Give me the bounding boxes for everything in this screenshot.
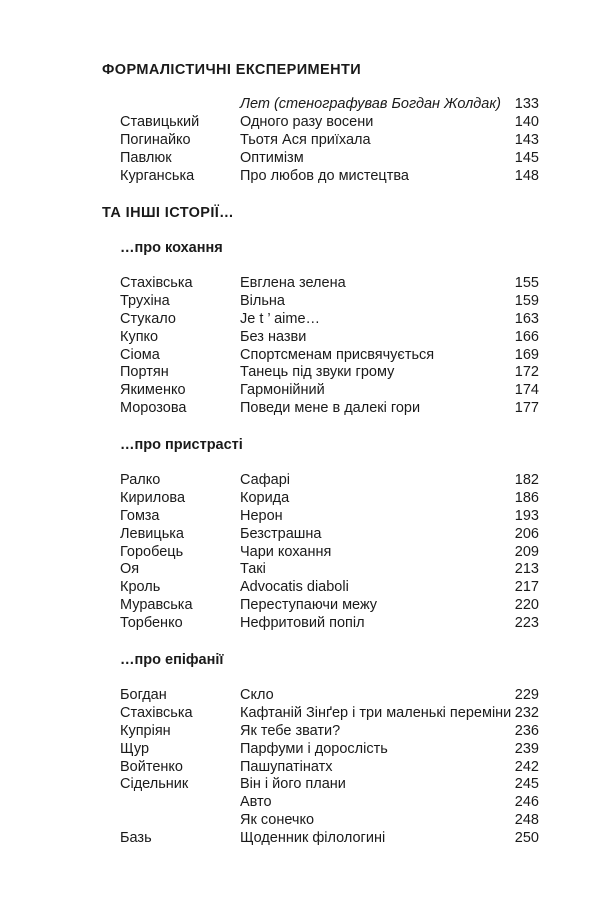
- toc-author: Сіома: [120, 346, 160, 363]
- section-heading-formalist: ФОРМАЛІСТИЧНІ ЕКСПЕРИМЕНТИ: [102, 62, 362, 78]
- toc-entry: [0, 776, 600, 794]
- toc-entry: [0, 132, 600, 150]
- toc-author: Кирилова: [120, 489, 186, 506]
- toc-author: Курганська: [120, 167, 195, 184]
- toc-title: Тьотя Ася приїхала: [240, 131, 371, 148]
- toc-entry: [0, 687, 600, 705]
- toc-page-number: 248: [514, 812, 539, 829]
- toc-title: Корида: [240, 489, 290, 506]
- toc-page-number: 174: [514, 382, 539, 399]
- toc-entry: [0, 544, 600, 562]
- toc-author: Войтенко: [120, 758, 183, 775]
- toc-page-number: 209: [514, 543, 539, 560]
- toc-entry: [0, 526, 600, 544]
- toc-page-number: 166: [514, 328, 539, 345]
- toc-title: Авто: [240, 794, 272, 811]
- toc-title: Чари кохання: [240, 543, 332, 560]
- toc-page-number: 232: [514, 704, 539, 721]
- toc-page-number: 155: [514, 275, 539, 291]
- toc-entry: [0, 329, 600, 347]
- toc-title: Нефритовий попіл: [240, 615, 365, 632]
- toc-entry: [0, 812, 600, 830]
- section-heading-other-stories: ТА ІНШІ ІСТОРІЇ…: [102, 205, 235, 221]
- toc-page-number: 169: [514, 346, 539, 363]
- toc-page-number: 206: [514, 525, 539, 542]
- toc-title: Вільна: [240, 292, 285, 309]
- toc-author: Стукало: [120, 310, 176, 327]
- toc-title: Парфуми і дорослість: [240, 740, 388, 757]
- toc-entry: [0, 794, 600, 812]
- toc-author: Павлюк: [120, 149, 172, 166]
- toc-page-number: 177: [514, 400, 539, 417]
- toc-author: Стахівська: [120, 275, 193, 291]
- toc-page-number: 236: [514, 722, 539, 739]
- toc-author: Щур: [120, 740, 150, 757]
- toc-author: Морозова: [120, 400, 187, 417]
- toc-page-number: 143: [514, 131, 539, 148]
- toc-page-number: 148: [514, 167, 539, 184]
- toc-page-number: 140: [514, 113, 539, 130]
- toc-title: Одного разу восени: [240, 113, 374, 130]
- toc-entry: [0, 168, 600, 186]
- toc-title: Спортсменам присвячується: [240, 346, 435, 363]
- toc-entry: [0, 347, 600, 365]
- toc-entry: [0, 830, 600, 848]
- toc-entry: [0, 114, 600, 132]
- toc-title: Безстрашна: [240, 525, 322, 542]
- toc-title: Оптимізм: [240, 149, 304, 166]
- toc-author: Сідельник: [120, 776, 189, 793]
- toc-list-epiphanies: [0, 687, 600, 848]
- toc-entry: [0, 150, 600, 168]
- toc-title: Він і його плани: [240, 776, 346, 793]
- toc-title: Нерон: [240, 507, 283, 524]
- toc-title: Скло: [240, 687, 274, 703]
- toc-title: Гармонійний: [240, 382, 325, 399]
- toc-page-number: 172: [514, 364, 539, 381]
- toc-entry: [0, 561, 600, 579]
- subsection-heading-epiphanies: …про епіфанії: [120, 652, 224, 668]
- toc-entry: [0, 615, 600, 633]
- toc-list-formalist: [0, 96, 600, 185]
- toc-author: Трухіна: [120, 292, 170, 309]
- toc-page-number: 239: [514, 740, 539, 757]
- toc-entry: [0, 311, 600, 329]
- subsection-heading-passions: …про пристрасті: [120, 437, 243, 453]
- toc-page-number: 245: [514, 776, 539, 793]
- toc-author: Богдан: [120, 687, 167, 703]
- toc-page-number: 182: [514, 472, 539, 488]
- toc-author: Торбенко: [120, 615, 183, 632]
- toc-entry: [0, 741, 600, 759]
- toc-title: Advocatis diaboli: [240, 579, 349, 596]
- toc-author: Кроль: [120, 579, 161, 596]
- toc-title: Без назви: [240, 328, 307, 345]
- toc-author: Оя: [120, 561, 140, 578]
- toc-entry: [0, 579, 600, 597]
- toc-author: Левицька: [120, 525, 184, 542]
- toc-page-number: 193: [514, 507, 539, 524]
- toc-page-number: 163: [514, 310, 539, 327]
- toc-page-number: 186: [514, 489, 539, 506]
- toc-list-passions: [0, 472, 600, 633]
- toc-entry: [0, 490, 600, 508]
- toc-title: Про любов до мистецтва: [240, 167, 409, 184]
- toc-author: Базь: [120, 830, 152, 847]
- toc-entry: [0, 723, 600, 741]
- toc-page-number: 133: [514, 96, 539, 112]
- toc-page-number: 223: [514, 615, 539, 632]
- toc-entry: [0, 705, 600, 723]
- toc-entry: [0, 293, 600, 311]
- toc-page-number: 246: [514, 794, 539, 811]
- toc-author: Стахівська: [120, 704, 193, 721]
- toc-title: Як тебе звати?: [240, 722, 341, 739]
- toc-title: Евглена зелена: [240, 275, 346, 291]
- toc-entry: [0, 275, 600, 293]
- toc-title: Кафтаній Зінґер і три маленькі переміни: [240, 704, 512, 721]
- toc-page-number: 217: [514, 579, 539, 596]
- toc-page-number: 213: [514, 561, 539, 578]
- toc-title: Такі: [240, 561, 266, 578]
- toc-page-number: 159: [514, 292, 539, 309]
- toc-author: Купко: [120, 328, 159, 345]
- toc-entry: [0, 382, 600, 400]
- toc-page-number: 229: [514, 687, 539, 703]
- toc-title: Танець під звуки грому: [240, 364, 395, 381]
- toc-entry: [0, 96, 600, 114]
- toc-title: Je t ’ aime…: [240, 310, 321, 327]
- subsection-heading-love: …про кохання: [120, 240, 223, 256]
- toc-title: Сафарі: [240, 472, 290, 488]
- toc-author: Якименко: [120, 382, 186, 399]
- toc-list-love: [0, 275, 600, 418]
- toc-author: Гомза: [120, 507, 160, 524]
- toc-entry: [0, 597, 600, 615]
- toc-author: Муравська: [120, 597, 193, 614]
- toc-page-number: 250: [514, 830, 539, 847]
- toc-entry: [0, 759, 600, 777]
- toc-title: Щоденник філологині: [240, 830, 386, 847]
- toc-author: Ставицький: [120, 113, 200, 130]
- toc-author: Горобець: [120, 543, 184, 560]
- toc-title: Переступаючи межу: [240, 597, 378, 614]
- toc-title: Як сонечко: [240, 812, 315, 829]
- toc-entry: [0, 400, 600, 418]
- toc-entry: [0, 472, 600, 490]
- toc-page-number: 145: [514, 149, 539, 166]
- toc-author: Купріян: [120, 722, 171, 739]
- toc-page-number: 242: [514, 758, 539, 775]
- toc-author: Погинайко: [120, 131, 191, 148]
- toc-title: Лет (стенографував Богдан Жолдак): [240, 96, 501, 112]
- toc-entry: [0, 364, 600, 382]
- toc-page-number: 220: [514, 597, 539, 614]
- toc-title: Пашупатінатх: [240, 758, 333, 775]
- toc-author: Ралко: [120, 472, 161, 488]
- toc-entry: [0, 508, 600, 526]
- toc-title: Поведи мене в далекі гори: [240, 400, 421, 417]
- toc-author: Портян: [120, 364, 169, 381]
